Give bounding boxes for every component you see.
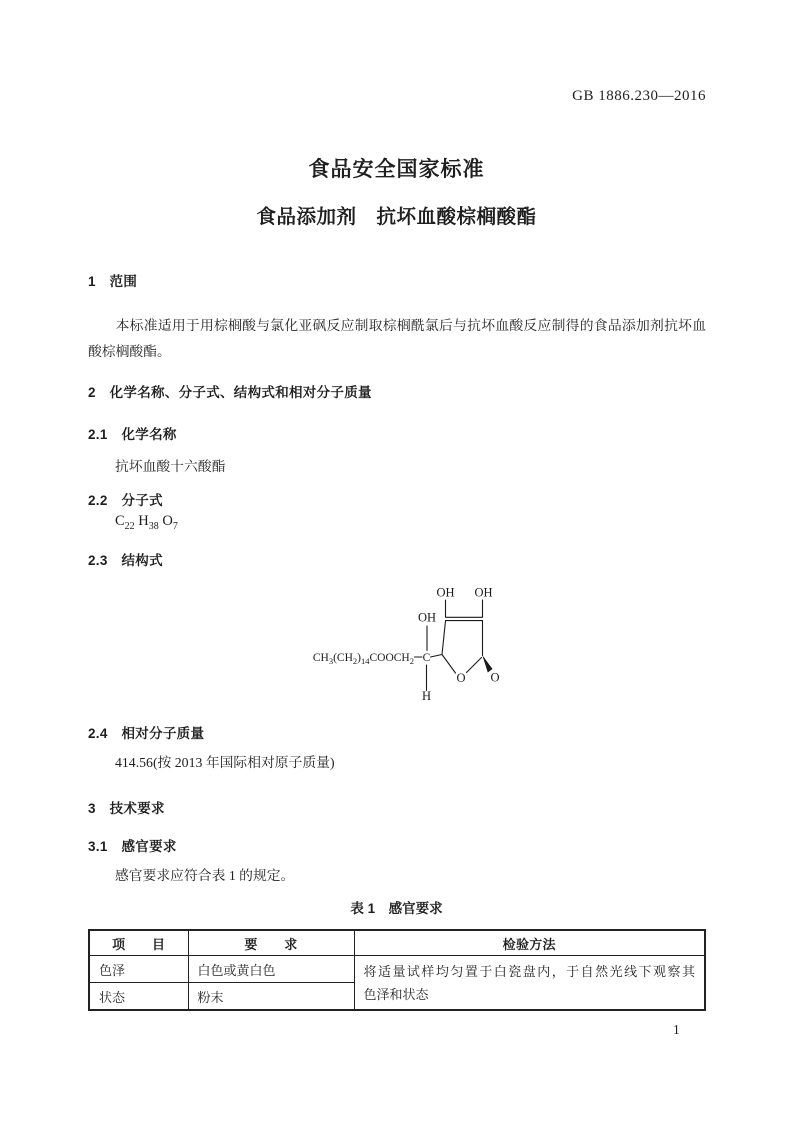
section-1-body: 本标准适用于用棕榈酸与氯化亚砜反应制取棕榈酰氯后与抗坏血酸反应制得的食品添加剂抗坏血酸棕榈酸酯。 <box>88 318 706 359</box>
formula-part: H <box>134 513 149 529</box>
section-1-heading: 1 范围 <box>88 274 138 289</box>
method-line: 色泽和状态 <box>363 986 429 1002</box>
section-3-1-heading: 3.1 感官要求 <box>88 839 177 854</box>
ring-bond-left <box>442 621 446 655</box>
section-2-4-heading: 2.4 相对分子质量 <box>88 726 205 741</box>
method-cell <box>354 956 705 1011</box>
chain-subscript: 2 <box>409 656 414 666</box>
chain-subscript: 3 <box>328 656 334 666</box>
table-row <box>89 956 705 983</box>
requirement-cell: 白色或黄白色 <box>188 956 354 983</box>
formula-subscript: 22 <box>124 520 135 532</box>
hydroxyl-top-right-label: OH <box>474 585 493 600</box>
carbonyl-oxygen-label: O <box>490 670 500 685</box>
section-3-1-body: 感官要求应符合表 1 的规定。 <box>115 868 295 883</box>
palmitate-chain-label <box>313 652 414 666</box>
chain-part: ) <box>357 652 361 664</box>
section-2-2-heading: 2.2 分子式 <box>88 493 163 508</box>
item-cell: 状态 <box>89 983 188 1011</box>
section-2-heading: 2 化学名称、分子式、结构式和相对分子质量 <box>88 385 372 400</box>
table-header-item: 项 目 <box>89 930 188 956</box>
bond-carbon-ring <box>431 655 443 658</box>
chain-subscript: 2 <box>352 656 358 666</box>
requirement-cell: 粉末 <box>188 983 354 1011</box>
molecular-formula <box>115 513 178 532</box>
chain-part: CH <box>312 652 329 664</box>
formula-subscript: 38 <box>148 520 159 532</box>
ring-oxygen-label: O <box>456 671 466 685</box>
table-header-requirement: 要 求 <box>188 930 354 956</box>
chain-part: COOCH <box>369 652 410 664</box>
method-line: 将适量试样均匀置于白瓷盘内，于自然光线下观察其 <box>363 963 695 979</box>
ring-bond-bottom-left <box>442 655 456 674</box>
standard-number: GB 1886.230—2016 <box>572 88 706 104</box>
document-title: 食品安全国家标准 <box>308 158 485 181</box>
formula-subscript: 7 <box>172 520 178 532</box>
chain-subscript: 14 <box>360 656 370 666</box>
section-3-heading: 3 技术要求 <box>88 801 165 816</box>
chemical-name: 抗坏血酸十六酸酯 <box>115 459 226 474</box>
section-2-1-heading: 2.1 化学名称 <box>88 427 177 442</box>
ring-bond-bottom-right <box>467 658 482 673</box>
hydroxyl-side-label: OH <box>417 610 437 625</box>
section-2-3-heading: 2.3 结构式 <box>88 553 163 568</box>
document-subtitle: 食品添加剂 抗坏血酸棕榈酸酯 <box>256 206 537 228</box>
sensory-requirements-table <box>88 929 706 1011</box>
hydrogen-label: H <box>421 689 432 703</box>
item-cell: 色泽 <box>89 956 188 983</box>
formula-part: C <box>115 513 125 529</box>
hydroxyl-top-left-label: OH <box>436 585 455 600</box>
central-carbon-label: C <box>422 652 431 664</box>
formula-part: O <box>158 513 173 529</box>
chain-part: (CH <box>333 652 353 664</box>
table-caption: 表 1 感官要求 <box>350 901 443 916</box>
structural-formula-diagram <box>283 571 523 721</box>
table-header-row <box>89 930 705 956</box>
molecular-weight: 414.56(按 2013 年国际相对原子质量) <box>115 755 335 770</box>
table-wrapper <box>88 929 706 1011</box>
table-header-method: 检验方法 <box>354 930 705 956</box>
page-number: 1 <box>673 1022 680 1037</box>
